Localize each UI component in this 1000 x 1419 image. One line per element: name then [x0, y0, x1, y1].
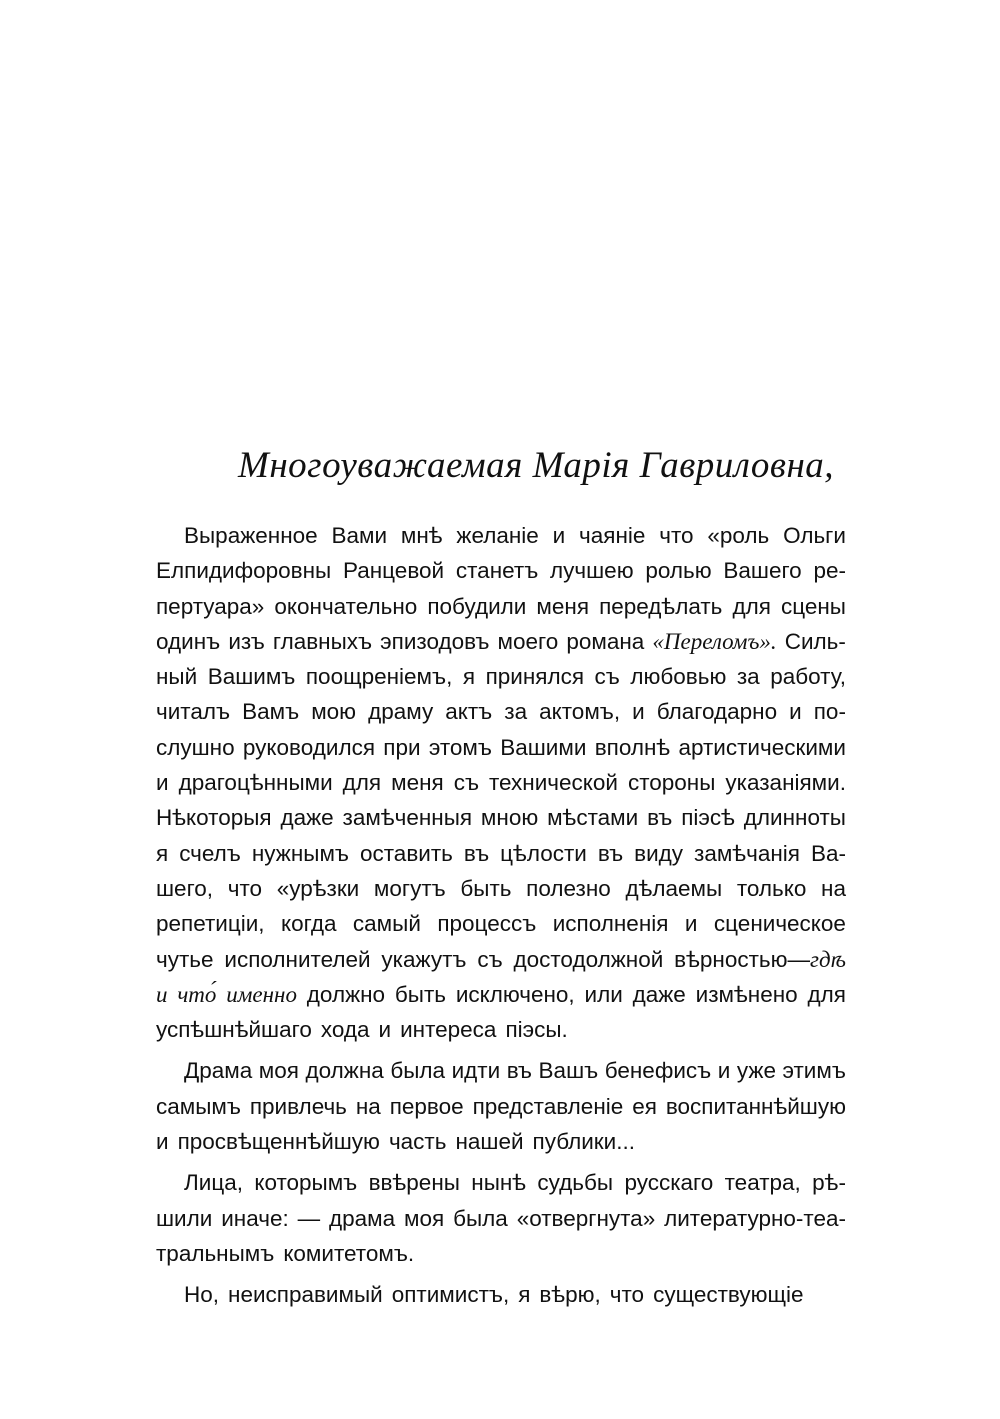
word: побудили [427, 593, 527, 619]
word: и [684, 911, 698, 937]
word: Лица, [184, 1170, 243, 1196]
word: лучшею [550, 558, 634, 584]
word: для [807, 981, 846, 1007]
word: піэсы. [505, 1017, 568, 1043]
word: чутье [156, 946, 214, 972]
word: самый [352, 911, 421, 937]
word: цѣлости [500, 840, 587, 866]
text-line [156, 1201, 846, 1236]
word: Вашего [723, 558, 802, 584]
word: замѣченныя [342, 805, 473, 831]
word: «Переломъ». [652, 628, 777, 654]
word: «отвергнута» [516, 1205, 656, 1231]
word: этомъ [428, 734, 492, 760]
word: и [156, 981, 168, 1007]
word: оптимистъ, [391, 1282, 510, 1308]
word: тральнымъ [156, 1240, 275, 1266]
word: моя [258, 1058, 299, 1084]
text-line [156, 589, 846, 624]
word: актъ [445, 699, 493, 725]
word: уже [736, 1058, 776, 1084]
word: часть [388, 1129, 447, 1155]
word: станетъ [455, 558, 539, 584]
word: на [355, 1093, 381, 1119]
word: укажутъ [381, 946, 467, 972]
word: исключено, [455, 981, 575, 1007]
word: что [227, 875, 263, 901]
word: судьбы [537, 1170, 614, 1196]
text-line [156, 977, 846, 1012]
word: даже [280, 805, 334, 831]
word: при [383, 734, 421, 760]
word: должна [305, 1058, 384, 1084]
text-line [156, 1053, 846, 1088]
word: идти [451, 1058, 501, 1084]
word: нашей [455, 1129, 524, 1155]
word: и [632, 699, 645, 725]
word: Вашими [500, 734, 587, 760]
word: Ранцевой [342, 558, 445, 584]
text-line [156, 553, 846, 588]
word: за [736, 664, 760, 690]
word: въ [506, 1058, 532, 1084]
word: публики... [532, 1129, 635, 1155]
word: вѣрностью—гдѣ [674, 946, 846, 972]
word: за [504, 699, 528, 725]
word: вѣрю, [539, 1282, 601, 1308]
word: меня [391, 770, 444, 796]
text-line [156, 765, 846, 800]
word: которымъ [254, 1170, 358, 1196]
word: Драма [184, 1058, 253, 1084]
word: и [156, 770, 169, 796]
word: исполненія [552, 911, 669, 937]
text-line [156, 1012, 846, 1047]
word: и [156, 1129, 169, 1155]
word: первое [389, 1093, 464, 1119]
word: быть [460, 875, 512, 901]
text-line [156, 518, 846, 553]
word: и [717, 1058, 731, 1084]
word: стороны [627, 770, 716, 796]
word: эпизодовъ [380, 628, 490, 654]
text-line [156, 1124, 846, 1159]
text-line [156, 942, 846, 977]
word: что́ [177, 981, 217, 1007]
word: только [736, 875, 807, 901]
word: благодарно [656, 699, 778, 725]
word: Ва- [810, 840, 846, 866]
word: мою [311, 699, 357, 725]
word: достодолжной [513, 946, 664, 972]
text-line [156, 906, 846, 941]
word: чаяніе [579, 523, 646, 548]
word: была [453, 1205, 508, 1231]
text-line [156, 836, 846, 871]
word: меня [536, 593, 590, 619]
word: съ [453, 770, 479, 796]
word: и [552, 523, 566, 548]
word: ея [632, 1093, 657, 1119]
word: съ [594, 664, 620, 690]
word: нынѣ [471, 1170, 527, 1196]
word: Елпидифоровны [156, 558, 332, 584]
word: Ольги [783, 523, 846, 548]
word: именно [226, 981, 297, 1007]
word: виду [634, 840, 684, 866]
word: слушно [156, 734, 235, 760]
word: моя [404, 1205, 445, 1231]
word: успѣшнѣйшаго [156, 1017, 312, 1043]
word: Но, [184, 1282, 220, 1308]
word: ный [156, 664, 198, 690]
word: актомъ, [539, 699, 621, 725]
word: Вашимъ [207, 664, 296, 690]
word: я [156, 840, 169, 866]
word: — [297, 1205, 321, 1231]
word: этимъ [782, 1058, 846, 1084]
word: для [342, 770, 382, 796]
word: любовью [630, 664, 727, 690]
word: на [821, 875, 846, 901]
text-line [156, 871, 846, 906]
word: Вами [331, 523, 388, 548]
text-line [156, 694, 846, 729]
word: ролью [645, 558, 712, 584]
word: «роль [707, 523, 770, 548]
word: хода [320, 1017, 370, 1043]
word: полезно [526, 875, 611, 901]
word: артистическими [678, 734, 846, 760]
word: шили [156, 1205, 213, 1231]
word: піэсѣ [681, 805, 735, 831]
word: я [518, 1282, 531, 1308]
word: принялся [485, 664, 585, 690]
word: работу, [770, 664, 846, 690]
word: для [732, 593, 771, 619]
word: читалъ [156, 699, 231, 725]
word: Нѣкоторыя [156, 805, 272, 831]
word: въ [463, 840, 490, 866]
word: мѣстами [547, 805, 639, 831]
text-line [156, 1236, 846, 1271]
word: желаніе [456, 523, 539, 548]
text-line [156, 624, 846, 659]
word: комитетомъ. [283, 1240, 415, 1266]
word: должно [306, 981, 386, 1007]
word: «урѣзки [276, 875, 360, 901]
word: пертуара» [156, 593, 265, 619]
word: представленіе [472, 1093, 624, 1119]
word: Силь- [784, 628, 846, 654]
word: привлечь [249, 1093, 347, 1119]
word: исполнителей [224, 946, 371, 972]
word: была [390, 1058, 446, 1084]
word: драму [368, 699, 434, 725]
word: когда [281, 911, 337, 937]
text-line [156, 730, 846, 765]
word: бенефисъ [604, 1058, 712, 1084]
word: въ [597, 840, 624, 866]
word: и [789, 699, 802, 725]
word: шего, [156, 875, 214, 901]
word: быть [394, 981, 446, 1007]
letter-salutation: Многоуважаемая Марія Гавриловна, [238, 445, 835, 486]
word: руководился [242, 734, 376, 760]
word: Вашъ [538, 1058, 599, 1084]
word: я [462, 664, 476, 690]
word: репетиціи, [156, 911, 265, 937]
text-line [156, 1165, 846, 1200]
word: измѣнено [695, 981, 798, 1007]
text-line [156, 659, 846, 694]
word: одинъ [156, 628, 221, 654]
word: длинноты [743, 805, 846, 831]
word: окончательно [274, 593, 418, 619]
word: рѣ- [812, 1170, 846, 1196]
word: моего [497, 628, 559, 654]
word: счелъ [179, 840, 241, 866]
word: ре- [813, 558, 846, 584]
word: и [378, 1017, 392, 1043]
letter-body [156, 518, 846, 1313]
word: оставить [359, 840, 453, 866]
word: что [609, 1282, 645, 1308]
text-line [156, 800, 846, 835]
word: мнѣ [400, 523, 443, 548]
word: указаніями. [725, 770, 846, 796]
word: съ [477, 946, 503, 972]
text-line [156, 1277, 846, 1312]
word: неисправимый [228, 1282, 383, 1308]
word: даже [632, 981, 686, 1007]
word: главныхъ [272, 628, 373, 654]
word: изъ [228, 628, 265, 654]
word: по- [813, 699, 846, 725]
word: сценическое [713, 911, 846, 937]
word: или [584, 981, 623, 1007]
word: просвѣщеннѣйшую [177, 1129, 380, 1155]
word: Выраженное [184, 523, 318, 548]
word: передѣлать [599, 593, 723, 619]
word: воспитаннѣйшую [665, 1093, 846, 1119]
word: романа [566, 628, 645, 654]
word: вполнѣ [594, 734, 671, 760]
word: литературно-теа- [664, 1205, 846, 1231]
word: существующіе [653, 1282, 804, 1308]
word: мною [480, 805, 539, 831]
word: технической [488, 770, 618, 796]
word: нужнымъ [251, 840, 349, 866]
word: замѣчанія [694, 840, 800, 866]
word: интереса [400, 1017, 497, 1043]
word: что [659, 523, 694, 548]
word: русскаго [624, 1170, 714, 1196]
word: сцены [780, 593, 846, 619]
word: поощреніемъ, [305, 664, 453, 690]
word: Вамъ [242, 699, 300, 725]
word: въ [647, 805, 673, 831]
word: драгоцѣнными [178, 770, 333, 796]
text-line [156, 1089, 846, 1124]
word: ввѣрены [368, 1170, 460, 1196]
word: драма [329, 1205, 396, 1231]
word: могутъ [373, 875, 446, 901]
word: иначе: [221, 1205, 289, 1231]
word: театра, [724, 1170, 801, 1196]
word: самымъ [156, 1093, 241, 1119]
word: дѣлаемы [625, 875, 723, 901]
word: процессъ [437, 911, 537, 937]
